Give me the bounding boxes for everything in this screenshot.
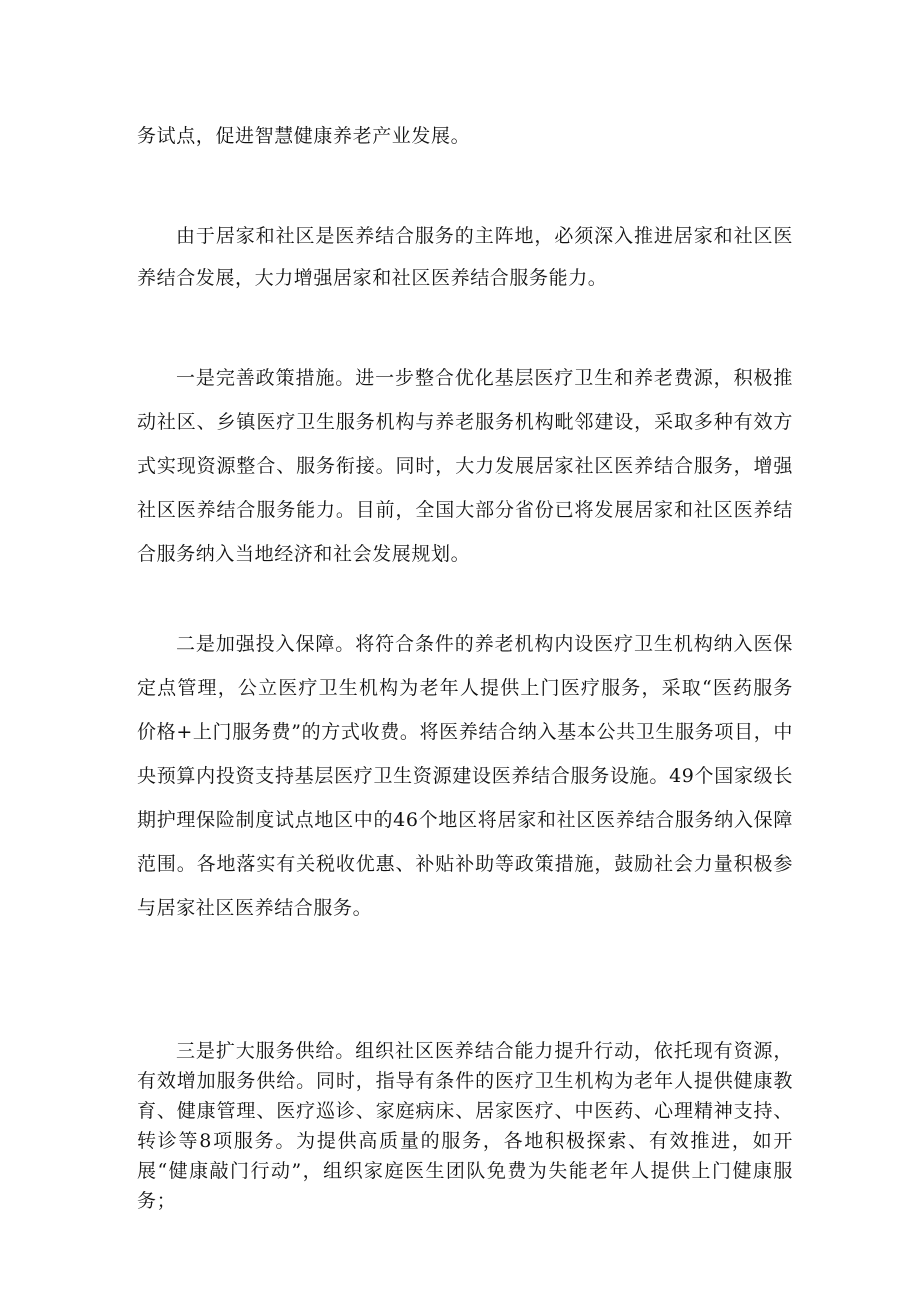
paragraph-policy-measures: 一是完善政策措施。进一步整合优化基层医疗卫生和养老费源，积极推动社区、乡镇医疗卫生服务机构与养老服务机构毗邻建设，采取多种有效方式实现资源整合、服务衔接。同时，大力发展居家社区医养结合服务，增强社区医养结合服务能力。目前，全国大部分省份已将发展居家和社区医养结合服务纳入当地经济和社会发展规划。 (137, 367, 793, 565)
paragraph-intro: 由于居家和社区是医养结合服务的主阵地，必须深入推进居家和社区医养结合发展，大力增强居家和社区医养结合服务能力。 (137, 225, 793, 289)
paragraph-investment-guarantee: 二是加强投入保障。将符合条件的养老机构内设医疗卫生机构纳入医保定点管理，公立医疗卫生机构为老年人提供上门医疗服务，采取“医药服务价格+上门服务费”的方式收费。将医养结合纳入基本公共卫生服务项目，中央预算内投资支持基层医疗卫生资源建设医养结合服务设施。49个国家级长期护理保险制度试点地区中的46个地区将居家和社区医养结合服务纳入保障范围。各地落实有关税收优惠、补贴补助等政策措施，鼓励社会力量积极参与居家社区医养结合服务。 (137, 633, 793, 919)
paragraph-service-supply: 三是扩大服务供给。组织社区医养结合能力提升行动，依托现有资源，有效增加服务供给。同时，指导有条件的医疗卫生机构为老年人提供健康教育、健康管理、医疗巡诊、家庭病床、居家医疗、中医药、心理精神支持、转诊等8项服务。为提供高质量的服务，各地积极探索、有效推进，如开展“健康敲门行动”，组织家庭医生团队免费为失能老年人提供上门健康服务； (137, 1040, 793, 1212)
paragraph-continuation: 务试点，促进智慧健康养老产业发展。 (137, 125, 471, 147)
